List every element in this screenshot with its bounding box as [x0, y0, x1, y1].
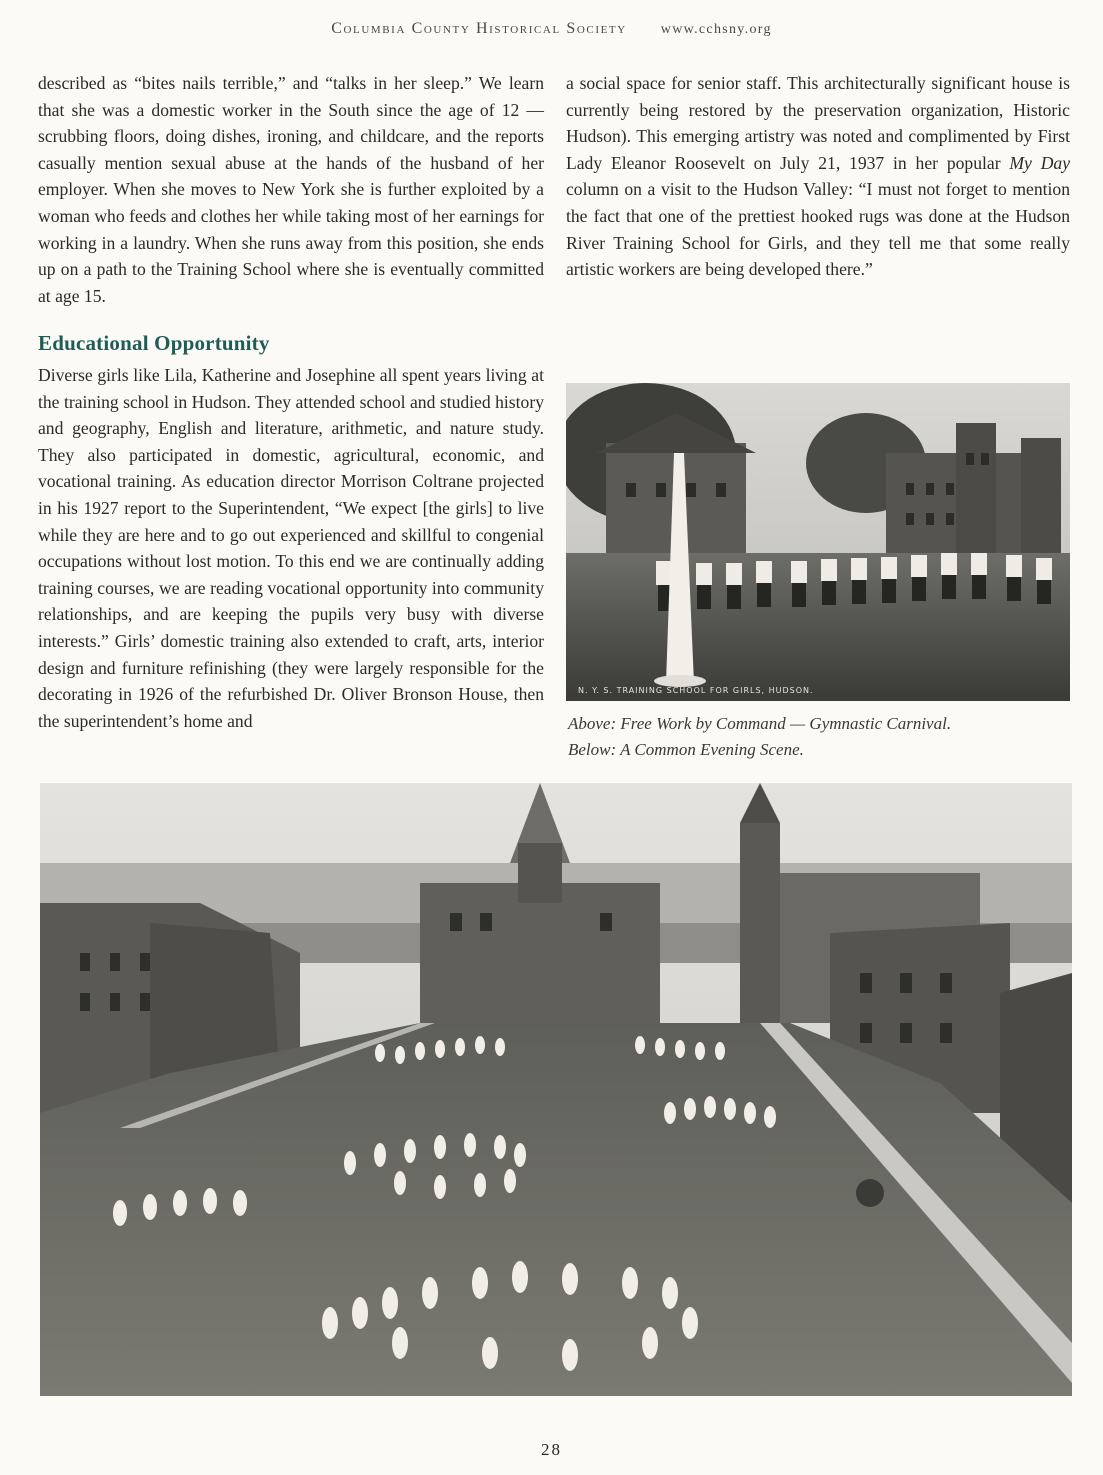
gymnastic-carnival-photo [566, 383, 1070, 701]
caption-line: Above: Free Work by Command — Gymnastic Carnival. [568, 714, 952, 733]
text-run: a social space for senior staff. This architecturally significant house is currently being restored by the preservation organization, Historic Hudson). This emerging artistry was noted and complimented by First Lady Eleanor Roosevelt on July 21, 1937 in her popular [566, 73, 1070, 173]
running-head [0, 20, 1103, 38]
section-body-text [38, 362, 544, 734]
photo-illustration [40, 783, 1072, 1396]
photo-imprint-text: N. Y. S. TRAINING SCHOOL FOR GIRLS, HUDSON. [578, 686, 814, 695]
photo-illustration [566, 383, 1070, 701]
photo-caption [568, 711, 1068, 763]
publication-title: Columbia County Historical Society [331, 20, 627, 37]
italic-title: My Day [1009, 152, 1070, 173]
paragraph-text: described as “bites nails terrible,” and “talks in her sleep.” We learn that she was a domestic worker in the South since the age of 12 —scrubbing floors, doing dishes, ironing, and childcare, and the reports casually mention sexual abuse at the hands of the husband of her employer. When she moves to New York she is further exploited by a woman who feeds and clothes her while taking most of her earnings for working in a laundry. When she runs away from this position, she ends up on a path to the Training School where she is eventually committed at age 15. [38, 73, 544, 306]
text-run: column on a visit to the Hudson Valley: “I must not forget to mention the fact that one of the prettiest hooked rugs was done at the Hudson River Training School for Girls, and they tell me that some really artistic workers are being developed there.” [566, 179, 1070, 280]
left-column-top-text [38, 70, 544, 309]
evening-scene-photo [40, 783, 1072, 1396]
section-heading: Educational Opportunity [38, 331, 270, 355]
paragraph-text-right [566, 70, 1070, 283]
right-column-top-text [566, 70, 1070, 283]
caption-line: Below: A Common Evening Scene. [568, 740, 804, 759]
website-url[interactable]: www.cchsny.org [660, 22, 772, 37]
paragraph-text: Diverse girls like Lila, Katherine and Josephine all spent years living at the training school in Hudson. They attended school and studied history and geography, English and literature, arithmetic, and nature study. They also participated in domestic, agricultural, economic, and vocational training. As education director Morrison Coltrane projected in his 1927 report to the Superintendent, “We expect [the girls] to live while they are here and to go out experienced and skillful to congenial occupations without lost motion. To this end we are continually adding training courses, we are reading vocational opportunity into community relationships, and are keeping the pupils very busy with diverse interests.” Girls’ domestic training also extended to craft, arts, interior design and furniture refinishing (they were largely responsible for the decorating in 1926 of the refurbished Dr. Oliver Bronson House, then the superintendent’s home and [38, 365, 544, 731]
page-number: 28 [541, 1440, 562, 1459]
